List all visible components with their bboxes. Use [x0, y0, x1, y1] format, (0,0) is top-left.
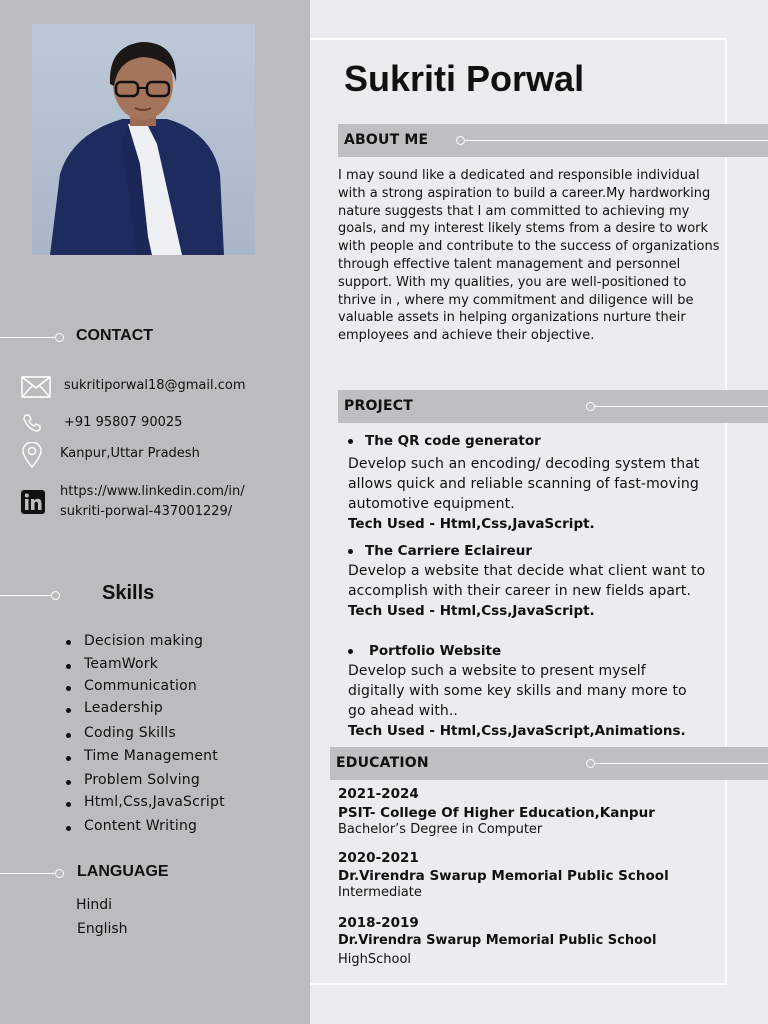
skill-item: Coding Skills	[66, 725, 225, 748]
about-title: ABOUT ME	[344, 132, 429, 148]
mail-icon	[20, 376, 52, 398]
candidate-name: Sukriti Porwal	[344, 58, 585, 99]
education-school: Dr.Virendra Swarup Memorial Public School	[338, 933, 657, 948]
education-school: Dr.Virendra Swarup Memorial Public School	[338, 868, 669, 884]
project-item	[348, 431, 708, 534]
linkedin-url-line1: https://www.linkedin.com/in/	[60, 484, 245, 499]
education-degree: Intermediate	[338, 885, 422, 900]
contact-heading-rule	[0, 328, 300, 348]
skills-heading-rule	[0, 582, 300, 606]
education-item	[338, 914, 718, 968]
divider-line	[0, 873, 56, 874]
skill-item: Time Management	[66, 748, 225, 772]
divider-dot	[55, 869, 64, 878]
skill-item: Html,Css,JavaScript	[66, 794, 225, 818]
project-description: Develop such a website to present myself digitally with some key skills and many more to go ahead with..	[348, 663, 687, 719]
skill-item: Content Writing	[66, 818, 225, 840]
contact-title: CONTACT	[76, 327, 154, 344]
education-item	[338, 849, 718, 901]
education-item	[338, 785, 718, 838]
profile-photo-illustration	[32, 24, 255, 255]
language-item: English	[77, 921, 128, 937]
divider-dot	[586, 759, 595, 768]
divider-dot	[586, 402, 595, 411]
email-text: sukritiporwal18@gmail.com	[64, 378, 246, 393]
phone-icon	[20, 413, 44, 433]
location-text: Kanpur,Uttar Pradesh	[60, 446, 200, 461]
about-section-header	[338, 124, 768, 157]
skills-title: Skills	[102, 582, 155, 604]
education-school: PSIT- College Of Higher Education,Kanpur	[338, 805, 655, 821]
project-tech: Tech Used - Html,Css,JavaScript.	[348, 516, 595, 532]
project-section-header	[338, 390, 768, 423]
skill-item: Leadership	[66, 700, 225, 725]
education-year: 2021-2024	[338, 786, 419, 802]
education-section-header	[330, 747, 768, 780]
about-text: I may sound like a dedicated and responsible individual with a strong aspiration to build a career.My hardworking nature suggests that I am committed to achieving my goals, and my interest likely stems from a desire to work with people and contribute to the success of organizations through effective talent management and personnel support. With my qualities, you are well-positioned to thrive in , where my commitment and diligence will be valuable assets in helping organizations nurture their employees and achieve their objective.	[338, 168, 720, 344]
project-title: PROJECT	[344, 398, 413, 414]
divider-line	[0, 595, 52, 596]
phone-text: +91 95807 90025	[64, 415, 183, 430]
linkedin-icon	[20, 490, 46, 514]
divider-dot	[456, 136, 465, 145]
project-title-link[interactable]: The Carriere Eclaireur	[348, 541, 708, 561]
contact-email[interactable]	[20, 376, 246, 398]
linkedin-text	[60, 482, 245, 522]
project-description: Develop such an encoding/ decoding system that allows quick and reliable scanning of fast-moving automotive equipment.	[348, 456, 700, 512]
divider-line	[465, 140, 768, 141]
education-year: 2018-2019	[338, 915, 419, 931]
education-year: 2020-2021	[338, 850, 419, 866]
contact-location	[20, 442, 200, 468]
linkedin-url-line2: sukriti-porwal-437001229/	[60, 504, 233, 519]
skill-item: Problem Solving	[66, 772, 225, 794]
contact-phone[interactable]	[20, 413, 182, 433]
education-degree: Bachelor’s Degree in Computer	[338, 822, 543, 837]
divider-line	[595, 406, 768, 407]
divider-line	[595, 763, 768, 764]
language-heading-rule	[0, 864, 300, 884]
sidebar	[0, 0, 310, 1024]
project-tech: Tech Used - Html,Css,JavaScript,Animations.	[348, 723, 686, 739]
profile-photo	[32, 24, 255, 255]
divider-dot	[51, 591, 60, 600]
divider-line	[0, 337, 56, 338]
skill-item: Communication	[66, 678, 225, 700]
project-description: Develop a website that decide what client want to accomplish with their career in new fields apart.	[348, 563, 706, 599]
skill-item: Decision making	[66, 632, 225, 656]
education-degree: HighSchool	[338, 952, 412, 967]
skill-item: TeamWork	[66, 656, 225, 678]
project-tech: Tech Used - Html,Css,JavaScript.	[348, 603, 595, 619]
skills-list	[66, 632, 225, 840]
project-title-link[interactable]: Portfolio Website	[348, 641, 708, 661]
location-pin-icon	[20, 442, 44, 468]
education-title: EDUCATION	[336, 755, 429, 771]
project-item	[348, 641, 708, 741]
contact-linkedin[interactable]	[20, 482, 245, 522]
divider-dot	[55, 333, 64, 342]
project-title-link[interactable]: The QR code generator	[348, 431, 708, 451]
language-item: Hindi	[76, 897, 113, 913]
project-item	[348, 541, 708, 621]
language-title: LANGUAGE	[77, 863, 169, 880]
